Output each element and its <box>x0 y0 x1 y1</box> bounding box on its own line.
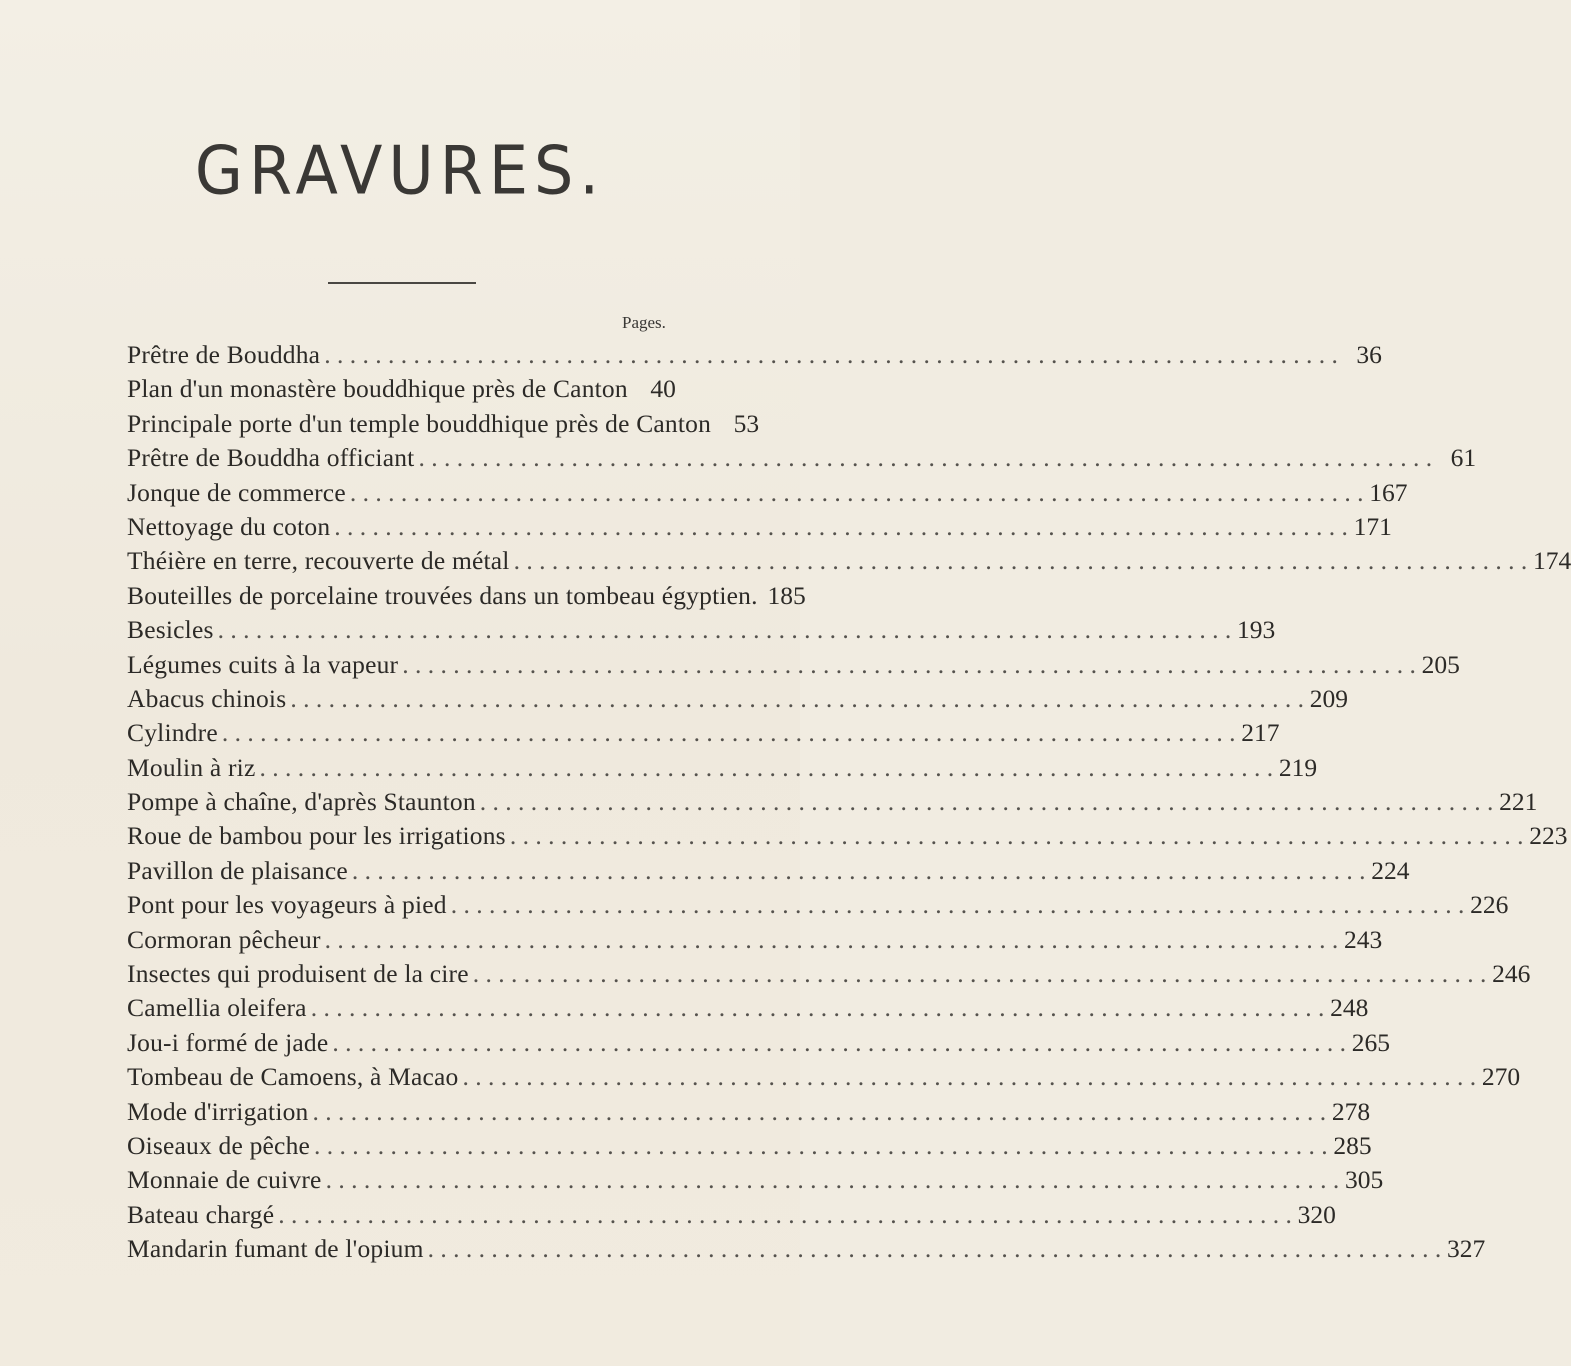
list-item <box>127 1130 1372 1165</box>
entry-title: Mandarin fumant de l'opium <box>127 1234 424 1264</box>
entry-title: Pont pour les voyageurs à pied <box>127 890 447 920</box>
dot-leader <box>352 856 1366 886</box>
list-item <box>127 752 1318 787</box>
entry-page-number: 61 <box>1450 443 1477 473</box>
entry-title: Moulin à riz <box>127 752 256 782</box>
entry-title: Prêtre de Bouddha officiant <box>127 443 415 473</box>
entry-page-number: 171 <box>1353 511 1392 541</box>
entry-page-number: 205 <box>1421 649 1460 679</box>
dot-leader <box>514 546 1528 576</box>
list-item <box>127 340 1382 374</box>
entry-title: Abacus chinois <box>127 683 287 713</box>
pages-column-label: Pages. <box>622 313 666 332</box>
list-item <box>127 890 1509 924</box>
list-item <box>127 855 1410 890</box>
engravings-list <box>127 340 1571 1269</box>
entry-page-number: 278 <box>1331 1096 1371 1126</box>
entry-title: Mode d'irrigation <box>127 1096 309 1126</box>
dot-leader <box>325 925 1339 955</box>
dot-leader <box>324 340 1338 370</box>
dot-leader <box>418 443 1432 473</box>
dot-leader <box>350 478 1364 508</box>
dot-leader <box>480 787 1494 817</box>
entry-title: Pavillon de plaisance <box>127 855 348 885</box>
list-item <box>127 959 1531 993</box>
list-item <box>127 1234 1486 1268</box>
list-item <box>127 821 1568 855</box>
page-title: GRAVURES. <box>194 131 606 210</box>
entry-page-number: 223 <box>1529 821 1568 851</box>
dot-leader <box>314 1131 1328 1161</box>
list-item <box>127 993 1369 1027</box>
entry-page-number: 185 <box>767 580 806 610</box>
entry-title: Tombeau de Camoens, à Macao <box>127 1062 459 1092</box>
entry-page-number: 53 <box>733 408 760 438</box>
entry-title: Cormoran pêcheur <box>127 924 321 954</box>
list-item <box>127 374 676 408</box>
dot-leader <box>428 1234 1442 1264</box>
list-item <box>127 683 1348 718</box>
dot-leader <box>334 512 1348 542</box>
dot-leader <box>222 718 1236 748</box>
list-item <box>127 1096 1371 1131</box>
dot-leader <box>290 684 1304 714</box>
list-item <box>127 443 1477 477</box>
entry-page-number: 243 <box>1344 924 1383 954</box>
list-item <box>127 546 1571 580</box>
list-item <box>127 787 1538 821</box>
entry-page-number: 246 <box>1492 959 1531 989</box>
dot-leader <box>510 821 1524 851</box>
dot-leader <box>451 890 1465 920</box>
entry-title: Principale porte d'un temple bouddhique près de Canton <box>127 408 712 438</box>
entry-page-number: 285 <box>1333 1130 1372 1160</box>
entry-title: Plan d'un monastère bouddhique près de Canton <box>127 374 628 404</box>
list-item <box>127 1165 1384 1199</box>
list-item <box>127 477 1408 512</box>
entry-title: Théière en terre, recouverte de métal <box>127 546 510 576</box>
entry-page-number: 40 <box>650 374 676 404</box>
entry-title: Jou-i formé de jade <box>127 1027 329 1057</box>
dot-leader <box>473 959 1487 989</box>
entry-page-number: 270 <box>1481 1062 1521 1092</box>
entry-title: Monnaie de cuivre <box>127 1165 322 1195</box>
entry-page-number: 217 <box>1241 718 1280 748</box>
dot-leader <box>402 650 1416 680</box>
dot-leader <box>332 1028 1346 1058</box>
dot-leader <box>278 1200 1292 1230</box>
entry-page-number: 221 <box>1499 787 1538 817</box>
entry-title: Bateau chargé <box>127 1199 275 1229</box>
list-item <box>127 1199 1336 1234</box>
list-item <box>127 718 1280 752</box>
dot-leader <box>313 1097 1327 1127</box>
entry-title: Insectes qui produisent de la cire <box>127 959 469 989</box>
entry-page-number: 226 <box>1470 890 1509 920</box>
dot-leader <box>326 1165 1340 1195</box>
entry-title: Roue de bambou pour les irrigations <box>127 821 506 851</box>
list-item <box>127 924 1383 959</box>
dot-leader <box>259 753 1273 783</box>
entry-title: Prêtre de Bouddha <box>127 340 321 369</box>
entry-title: Camellia oleifera <box>127 993 307 1023</box>
entry-page-number: 248 <box>1330 993 1369 1023</box>
entry-page-number: 167 <box>1369 477 1408 507</box>
list-item <box>127 1062 1521 1096</box>
entry-page-number: 305 <box>1344 1165 1384 1195</box>
list-item <box>127 615 1276 649</box>
entry-page-number: 209 <box>1309 683 1348 713</box>
entry-page-number: 174 <box>1532 546 1571 576</box>
list-item <box>127 649 1460 684</box>
entry-page-number: 327 <box>1446 1234 1486 1264</box>
dot-leader <box>218 615 1232 645</box>
entry-title: Nettoyage du coton <box>127 511 331 541</box>
entry-title: Jonque de commerce <box>127 477 346 507</box>
dot-leader <box>462 1062 1476 1092</box>
entry-page-number: 320 <box>1297 1199 1336 1229</box>
entry-title: Besicles <box>127 615 214 645</box>
title-divider <box>328 282 476 284</box>
entry-title: Bouteilles de porcelaine trouvées dans un tombeau égyptien. <box>127 580 758 610</box>
dot-leader <box>311 993 1325 1023</box>
list-item <box>127 580 806 615</box>
entry-title: Oiseaux de pêche <box>127 1130 311 1160</box>
entry-page-number: 36 <box>1356 340 1382 369</box>
entry-page-number: 265 <box>1351 1027 1390 1057</box>
list-item <box>127 1027 1390 1062</box>
entry-page-number: 193 <box>1236 615 1276 645</box>
entry-title: Pompe à chaîne, d'après Staunton <box>127 787 476 817</box>
entry-title: Cylindre <box>127 718 218 748</box>
entry-page-number: 224 <box>1371 855 1410 885</box>
list-item <box>127 408 760 443</box>
entry-page-number: 219 <box>1278 752 1318 782</box>
entry-title: Légumes cuits à la vapeur <box>127 649 399 679</box>
list-item <box>127 511 1392 546</box>
